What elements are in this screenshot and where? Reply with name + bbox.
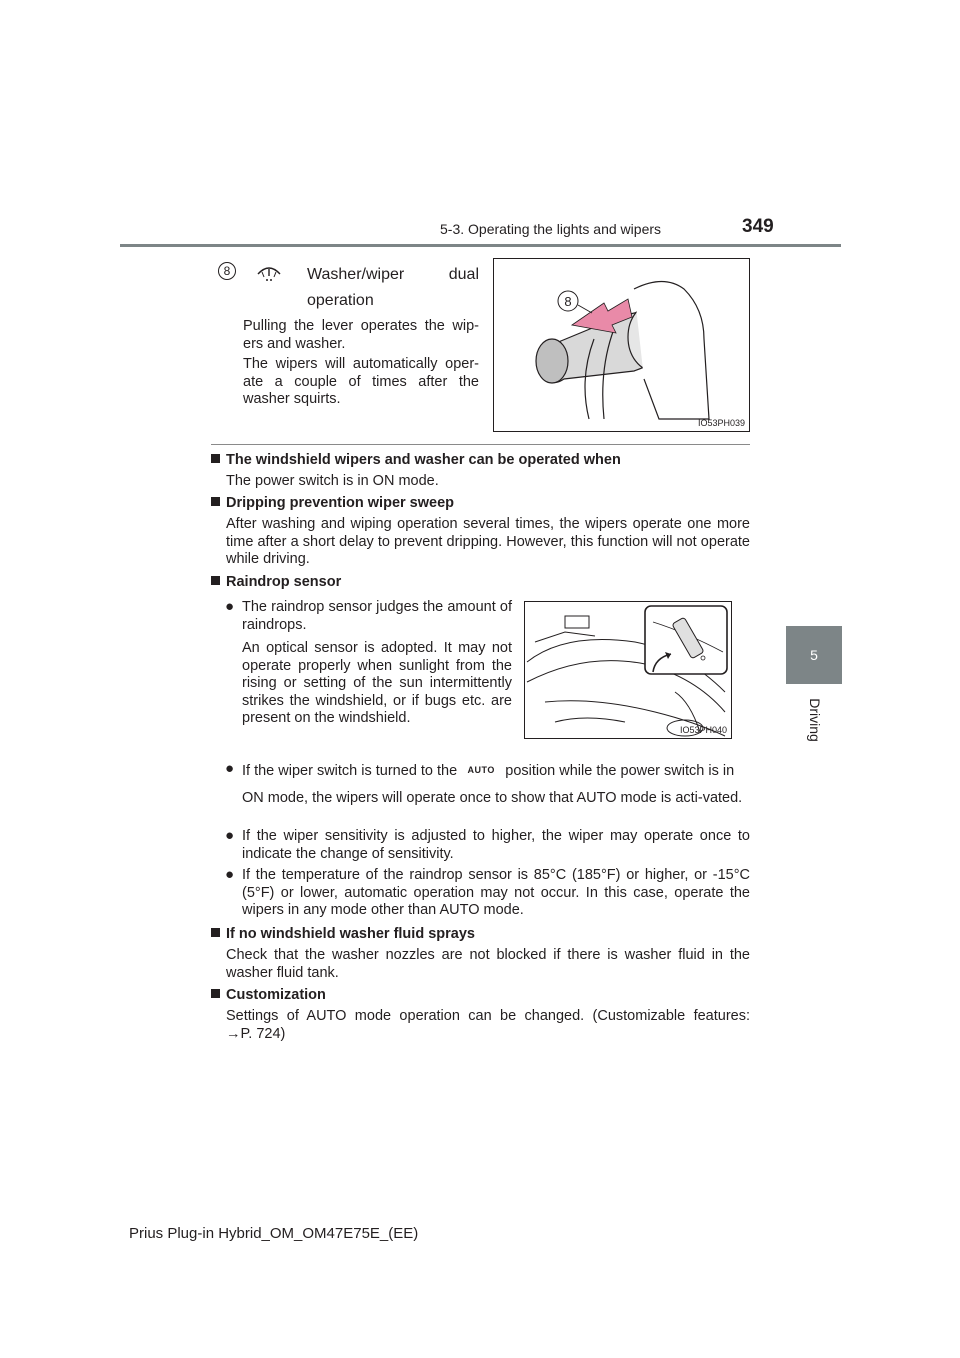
section-heading: Dripping prevention wiper sweep bbox=[211, 495, 751, 511]
header-rule bbox=[120, 244, 841, 247]
bullet-text: If the wiper switch is turned to the AUTO position while the power switch is in bbox=[242, 763, 735, 779]
section-text: After washing and wiping operation several times, the wipers operate one more time after a short delay to prevent dripping. However, this function will not operate while driving. bbox=[226, 516, 750, 567]
square-bullet-icon bbox=[211, 497, 220, 506]
wiper-lever-illustration bbox=[494, 259, 749, 431]
section-text: →P. 724) bbox=[226, 1026, 286, 1042]
page-number: 349 bbox=[742, 216, 774, 237]
figure-id: IO53PH039 bbox=[697, 418, 745, 428]
bullet-text: If the wiper sensitivity is adjusted to higher, the wiper may operate once to indicate the change of sensitivity. bbox=[242, 828, 750, 862]
section-heading: If no windshield washer fluid sprays bbox=[211, 926, 751, 942]
round-bullet-icon: ● bbox=[225, 598, 235, 615]
bullet-text: ON mode, the wipers will operate once to show that AUTO mode is acti-vated. bbox=[242, 790, 743, 806]
bullet-text: If the temperature of the raindrop sensor is 85°C (185°F) or higher, or -15°C (5°F) or lower, automatic operation may not occur. In this case, operate the wipers in any mode other than AUTO mode. bbox=[242, 867, 750, 918]
section-divider bbox=[211, 444, 750, 445]
figure-callout: 8 bbox=[564, 294, 572, 309]
square-bullet-icon bbox=[211, 576, 220, 585]
square-bullet-icon bbox=[211, 989, 220, 998]
round-bullet-icon: ● bbox=[225, 760, 235, 777]
car-windshield-illustration bbox=[525, 602, 731, 738]
item-paragraph: Pulling the lever operates the wip-ers and washer. bbox=[243, 318, 479, 352]
bullet-note: An optical sensor is adopted. It may not operate properly when sunlight from the rising or setting of the sun intermittently strikes the windshield, or if bugs etc. are present on the windshield. bbox=[242, 640, 512, 726]
chapter-label: Driving bbox=[807, 698, 823, 742]
figure-id: IO53PH040 bbox=[679, 725, 727, 735]
item-number: 8 bbox=[218, 262, 236, 280]
washer-wiper-icon bbox=[256, 260, 282, 282]
round-bullet-icon: ● bbox=[225, 866, 235, 883]
section-text: Check that the washer nozzles are not blocked if there is washer fluid in the washer fluid tank. bbox=[226, 947, 750, 981]
wiper-lever-figure bbox=[493, 258, 750, 432]
square-bullet-icon bbox=[211, 928, 220, 937]
section-text: Settings of AUTO mode operation can be changed. (Customizable features: bbox=[226, 1008, 750, 1024]
auto-mode-icon: AUTO bbox=[467, 765, 495, 775]
document-footer: Prius Plug-in Hybrid_OM_OM47E75E_(EE) bbox=[129, 1225, 419, 1242]
section-title: 5-3. Operating the lights and wipers bbox=[440, 221, 662, 237]
item-title: Washer/wiper dual operation bbox=[307, 266, 479, 309]
chapter-tab: 5 bbox=[786, 626, 842, 684]
section-heading: The windshield wipers and washer can be operated when bbox=[211, 452, 751, 468]
bullet-text: The raindrop sensor judges the amount of raindrops. bbox=[242, 599, 512, 633]
round-bullet-icon: ● bbox=[225, 827, 235, 844]
square-bullet-icon bbox=[211, 454, 220, 463]
section-text: The power switch is in ON mode. bbox=[226, 473, 439, 489]
section-heading: Customization bbox=[211, 987, 751, 1003]
raindrop-sensor-figure bbox=[524, 601, 732, 739]
section-heading: Raindrop sensor bbox=[211, 574, 751, 590]
item-paragraph: The wipers will automatically oper-ate a couple of times after the washer squirts. bbox=[243, 356, 479, 407]
